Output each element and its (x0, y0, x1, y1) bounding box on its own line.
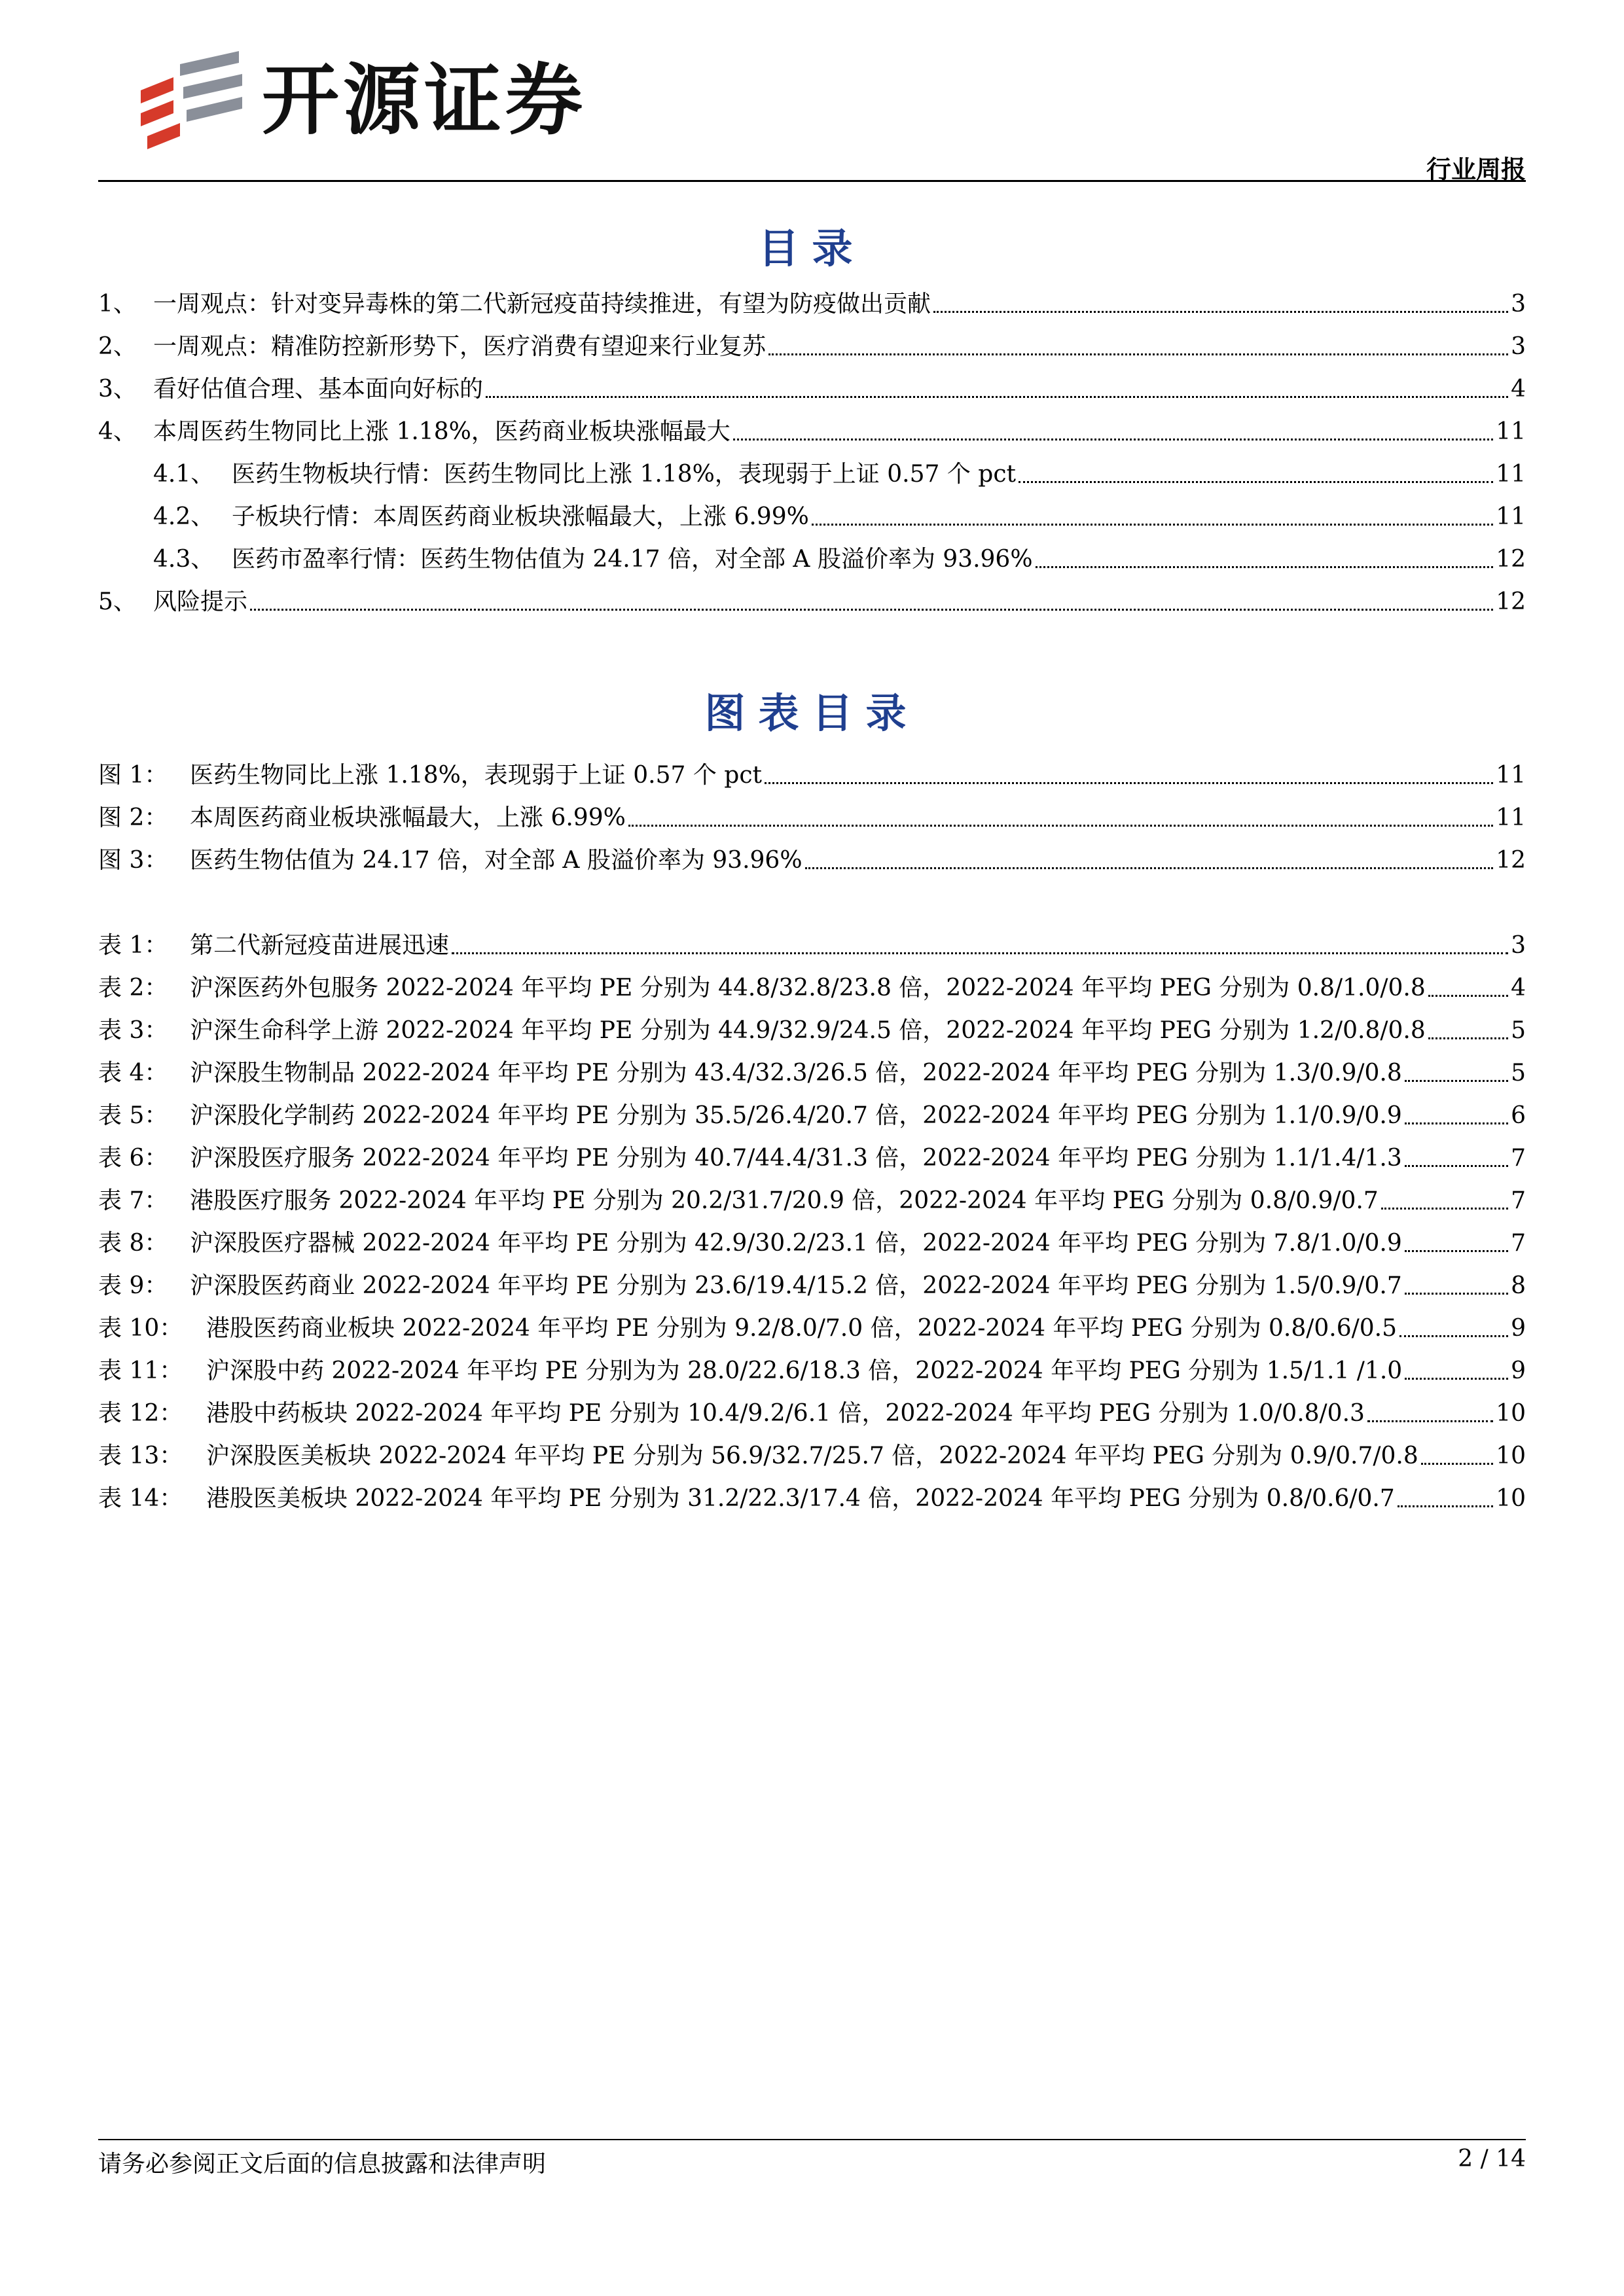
leader-dots (1405, 1080, 1508, 1082)
table-number: 表 11： (98, 1357, 183, 1384)
table-entry[interactable] (98, 1270, 1526, 1302)
table-text: 沪深股中药 2022-2024 年平均 PE 分别为为 28.0/22.6/18.3 倍，2022-2024 年平均 PEG 分别为 1.5/1.1 /1.0 (206, 1357, 1403, 1384)
leader-dots (765, 782, 1493, 784)
logo-mark-icon (134, 51, 245, 149)
table-number: 表 3： (98, 1017, 168, 1044)
table-number: 表 9： (98, 1272, 168, 1299)
table-text: 沪深股生物制品 2022-2024 年平均 PE 分别为 43.4/32.3/26.5 倍，2022-2024 年平均 PEG 分别为 1.3/0.9/0.8 (190, 1060, 1402, 1086)
table-number: 表 7： (98, 1187, 168, 1214)
toc-entry-number: 3、 (98, 376, 137, 403)
table-text: 港股医疗服务 2022-2024 年平均 PE 分别为 20.2/31.7/20.9 倍，2022-2024 年平均 PEG 分别为 0.8/0.9/0.7 (190, 1187, 1379, 1214)
leader-dots (452, 952, 1508, 954)
table-number: 表 13： (98, 1443, 183, 1469)
table-entry[interactable] (98, 1312, 1526, 1345)
leader-dots (1421, 1463, 1493, 1465)
toc-subentry[interactable] (153, 458, 1526, 491)
table-number: 表 1： (98, 932, 168, 959)
figure-page: 11 (1496, 804, 1526, 831)
table-page: 9 (1511, 1315, 1526, 1342)
table-number: 表 10： (98, 1315, 183, 1342)
contents-title: 目录 (758, 224, 866, 272)
disclaimer-note: 请务必参阅正文后面的信息披露和法律声明 (98, 2151, 547, 2178)
toc-entry[interactable] (98, 331, 1526, 363)
toc-entry-number: 4.1、 (153, 461, 215, 488)
table-text: 沪深生命科学上游 2022-2024 年平均 PE 分别为 44.9/32.9/24.5 倍，2022-2024 年平均 PEG 分别为 1.2/0.8/0.8 (190, 1017, 1426, 1044)
table-text: 第二代新冠疫苗进展迅速 (190, 932, 450, 959)
toc-entry-number: 1、 (98, 291, 137, 317)
figure-page: 12 (1496, 847, 1526, 874)
table-page: 5 (1511, 1017, 1526, 1044)
toc-entry-number: 4.3、 (153, 546, 215, 573)
toc-entry[interactable] (98, 373, 1526, 406)
table-text: 沪深股化学制药 2022-2024 年平均 PE 分别为 35.5/26.4/20.7 倍，2022-2024 年平均 PEG 分别为 1.1/0.9/0.9 (190, 1102, 1402, 1129)
table-page: 10 (1496, 1400, 1526, 1427)
toc-entry-number: 4、 (98, 418, 137, 445)
toc-entry-text: 一周观点：精准防控新形势下，医疗消费有望迎来行业复苏 (153, 333, 767, 360)
toc-entry-text: 看好估值合理、基本面向好标的 (153, 376, 484, 403)
leader-dots (628, 825, 1493, 827)
figure-number: 图 2： (98, 804, 168, 831)
table-page: 9 (1511, 1357, 1526, 1384)
toc-entry-text: 医药生物板块行情：医药生物同比上涨 1.18%，表现弱于上证 0.57 个 pct (232, 461, 1016, 488)
toc-entry-page: 11 (1496, 461, 1526, 488)
toc-entry-page: 3 (1511, 291, 1526, 317)
table-entry[interactable] (98, 1100, 1526, 1132)
toc-entry-page: 11 (1496, 503, 1526, 530)
toc-entry-page: 4 (1511, 376, 1526, 403)
toc-entry-text: 医药市盈率行情：医药生物估值为 24.17 倍，对全部 A 股溢价率为 93.96% (232, 546, 1033, 573)
toc-entry-text: 一周观点：针对变异毒株的第二代新冠疫苗持续推进，有望为防疫做出贡献 (153, 291, 931, 317)
table-entry[interactable] (98, 1355, 1526, 1388)
figure-entry[interactable] (98, 759, 1526, 792)
leader-dots (768, 353, 1508, 355)
table-text: 沪深股医疗器械 2022-2024 年平均 PE 分别为 42.9/30.2/23.1 倍，2022-2024 年平均 PEG 分别为 7.8/1.0/0.9 (190, 1230, 1402, 1257)
leader-dots (812, 524, 1493, 526)
leader-dots (1398, 1505, 1493, 1507)
leader-dots (1381, 1208, 1508, 1210)
table-number: 表 4： (98, 1060, 168, 1086)
toc-entry-number: 4.2、 (153, 503, 215, 530)
table-text: 沪深股医美板块 2022-2024 年平均 PE 分别为 56.9/32.7/25.7 倍，2022-2024 年平均 PEG 分别为 0.9/0.7/0.8 (206, 1443, 1418, 1469)
header-divider (98, 180, 1526, 182)
table-entry[interactable] (98, 1440, 1526, 1473)
table-entry[interactable] (98, 972, 1526, 1005)
table-entry[interactable] (98, 1142, 1526, 1175)
leader-dots (1399, 1335, 1508, 1337)
logo-text: 开源证券 (262, 55, 587, 145)
toc-entry-page: 12 (1496, 546, 1526, 573)
toc-entry-page: 12 (1496, 588, 1526, 615)
table-page: 10 (1496, 1485, 1526, 1512)
table-text: 港股中药板块 2022-2024 年平均 PE 分别为 10.4/9.2/6.1 倍，2022-2024 年平均 PEG 分别为 1.0/0.8/0.3 (206, 1400, 1365, 1427)
table-entry[interactable] (98, 929, 1526, 962)
leader-dots (1019, 481, 1493, 483)
leader-dots (250, 609, 1493, 611)
toc-entry-page: 3 (1511, 333, 1526, 360)
toc-entry[interactable] (98, 586, 1526, 619)
leader-dots (1405, 1293, 1508, 1295)
table-page: 5 (1511, 1060, 1526, 1086)
table-page: 3 (1511, 932, 1526, 959)
company-logo (134, 51, 605, 149)
toc-entry-number: 5、 (98, 588, 137, 615)
figure-page: 11 (1496, 762, 1526, 789)
footer-divider (98, 2139, 1526, 2140)
table-text: 港股医美板块 2022-2024 年平均 PE 分别为 31.2/22.3/17.4 倍，2022-2024 年平均 PEG 分别为 0.8/0.6/0.7 (206, 1485, 1395, 1512)
table-number: 表 2： (98, 975, 168, 1001)
table-page: 8 (1511, 1272, 1526, 1299)
page-number: 2 / 14 (1458, 2145, 1526, 2172)
toc-entry[interactable] (98, 288, 1526, 321)
table-text: 沪深医药外包服务 2022-2024 年平均 PE 分别为 44.8/32.8/23.8 倍，2022-2024 年平均 PEG 分别为 0.8/1.0/0.8 (190, 975, 1426, 1001)
table-number: 表 8： (98, 1230, 168, 1257)
toc-entry-number: 2、 (98, 333, 137, 360)
figure-text: 医药生物同比上涨 1.18%，表现弱于上证 0.57 个 pct (190, 762, 762, 789)
figure-number: 图 1： (98, 762, 168, 789)
leader-dots (1405, 1250, 1508, 1252)
table-text: 港股医药商业板块 2022-2024 年平均 PE 分别为 9.2/8.0/7.0 倍，2022-2024 年平均 PEG 分别为 0.8/0.6/0.5 (206, 1315, 1398, 1342)
table-page: 6 (1511, 1102, 1526, 1129)
table-entry[interactable] (98, 1057, 1526, 1090)
table-number: 表 14： (98, 1485, 183, 1512)
leader-dots (805, 867, 1494, 869)
table-page: 7 (1511, 1230, 1526, 1257)
table-page: 4 (1511, 975, 1526, 1001)
toc-entry[interactable] (98, 416, 1526, 448)
figures-title: 图表目录 (704, 689, 920, 737)
figure-text: 医药生物估值为 24.17 倍，对全部 A 股溢价率为 93.96% (190, 847, 803, 874)
leader-dots (1405, 1165, 1508, 1167)
leader-dots (1428, 1037, 1508, 1039)
table-page: 7 (1511, 1187, 1526, 1214)
table-number: 表 6： (98, 1145, 168, 1172)
table-number: 表 5： (98, 1102, 168, 1129)
figure-number: 图 3： (98, 847, 168, 874)
leader-dots (933, 311, 1508, 313)
toc-entry-page: 11 (1496, 418, 1526, 445)
leader-dots (1405, 1378, 1508, 1380)
figure-entry[interactable] (98, 802, 1526, 834)
toc-entry-text: 风险提示 (153, 588, 248, 615)
figure-text: 本周医药商业板块涨幅最大，上涨 6.99% (190, 804, 626, 831)
table-text: 沪深股医疗服务 2022-2024 年平均 PE 分别为 40.7/44.4/31.3 倍，2022-2024 年平均 PEG 分别为 1.1/1.4/1.3 (190, 1145, 1402, 1172)
table-entry[interactable] (98, 1397, 1526, 1430)
leader-dots (1405, 1122, 1508, 1124)
leader-dots (733, 439, 1493, 440)
toc-subentry[interactable] (153, 501, 1526, 533)
table-number: 表 12： (98, 1400, 183, 1427)
table-page: 10 (1496, 1443, 1526, 1469)
toc-entry-text: 本周医药生物同比上涨 1.18%，医药商业板块涨幅最大 (153, 418, 731, 445)
table-page: 7 (1511, 1145, 1526, 1172)
toc-subentry[interactable] (153, 543, 1526, 576)
report-type-label: 行业周报 (1426, 155, 1526, 184)
leader-dots (486, 396, 1508, 398)
leader-dots (1428, 995, 1508, 997)
figure-entry[interactable] (98, 844, 1526, 877)
leader-dots (1036, 566, 1494, 568)
leader-dots (1367, 1420, 1493, 1422)
table-entry[interactable] (98, 1482, 1526, 1515)
table-entry[interactable] (98, 1227, 1526, 1260)
table-entry[interactable] (98, 1014, 1526, 1047)
toc-entry-text: 子板块行情：本周医药商业板块涨幅最大，上涨 6.99% (232, 503, 809, 530)
table-entry[interactable] (98, 1185, 1526, 1217)
table-text: 沪深股医药商业 2022-2024 年平均 PE 分别为 23.6/19.4/15.2 倍，2022-2024 年平均 PEG 分别为 1.5/0.9/0.7 (190, 1272, 1402, 1299)
